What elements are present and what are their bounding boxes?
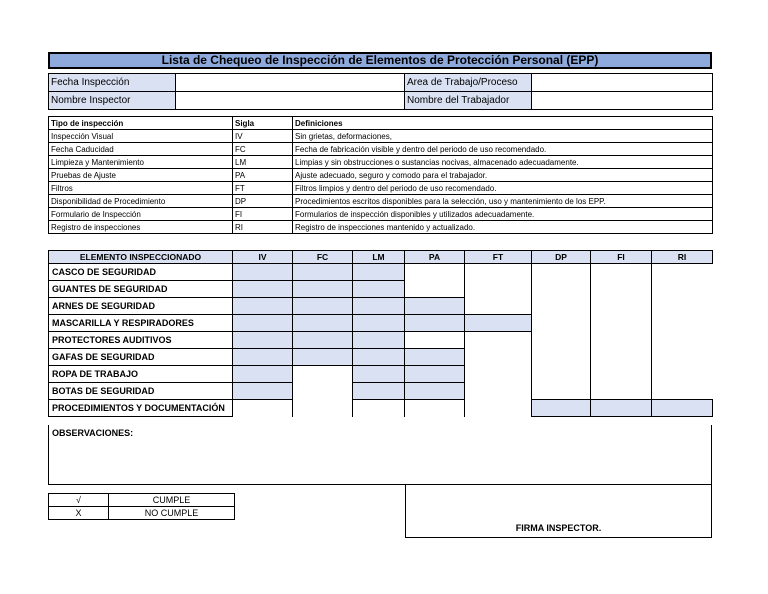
grid-header-ft: FT bbox=[465, 251, 532, 264]
grid-row-label: BOTAS DE SEGURIDAD bbox=[49, 383, 233, 400]
types-table bbox=[48, 116, 713, 234]
grid-header-lm: LM bbox=[353, 251, 405, 264]
firma-box[interactable] bbox=[405, 485, 712, 538]
grid-row-label: ARNES DE SEGURIDAD bbox=[49, 298, 233, 315]
check-cell-lm[interactable] bbox=[353, 315, 405, 332]
check-cell-ft bbox=[465, 366, 532, 383]
check-cell-iv[interactable] bbox=[233, 315, 293, 332]
check-cell-fc bbox=[293, 400, 353, 417]
grid-row-label: ROPA DE TRABAJO bbox=[49, 366, 233, 383]
types-def-cell: Filtros limpios y dentro del periodo de uso recomendado. bbox=[293, 182, 713, 195]
check-cell-pa bbox=[405, 281, 465, 298]
check-cell-dp bbox=[532, 298, 591, 315]
types-row bbox=[49, 143, 713, 156]
check-cell-pa bbox=[405, 332, 465, 349]
grid-row-label: GAFAS DE SEGURIDAD bbox=[49, 349, 233, 366]
check-cell-lm[interactable] bbox=[353, 332, 405, 349]
types-row bbox=[49, 130, 713, 143]
check-cell-lm[interactable] bbox=[353, 264, 405, 281]
check-cell-pa[interactable] bbox=[405, 315, 465, 332]
observaciones-label: OBSERVACIONES: bbox=[52, 428, 134, 438]
check-cell-fi bbox=[591, 264, 652, 281]
check-cell-fc bbox=[293, 366, 353, 383]
legend-no-cumple-symbol: X bbox=[49, 507, 109, 520]
check-cell-pa[interactable] bbox=[405, 366, 465, 383]
check-cell-ri bbox=[652, 332, 713, 349]
header-table bbox=[48, 73, 713, 110]
check-cell-fc[interactable] bbox=[293, 349, 353, 366]
check-cell-iv bbox=[233, 400, 293, 417]
check-cell-ri bbox=[652, 383, 713, 400]
types-def-cell: Fecha de fabricación visible y dentro del periodo de uso recomendado. bbox=[293, 143, 713, 156]
check-cell-ft bbox=[465, 281, 532, 298]
types-sigla-cell: PA bbox=[233, 169, 293, 182]
check-cell-fc[interactable] bbox=[293, 315, 353, 332]
grid-row bbox=[49, 349, 713, 366]
inspection-grid bbox=[48, 250, 713, 417]
grid-row bbox=[49, 281, 713, 298]
inspector-label: Nombre Inspector bbox=[49, 92, 176, 110]
types-tipo-cell: Fecha Caducidad bbox=[49, 143, 233, 156]
check-cell-dp bbox=[532, 315, 591, 332]
firma-label: FIRMA INSPECTOR. bbox=[515, 523, 602, 533]
check-cell-ri bbox=[652, 315, 713, 332]
check-cell-pa bbox=[405, 264, 465, 281]
types-header-tipo: Tipo de inspección bbox=[49, 117, 233, 130]
check-cell-ri bbox=[652, 281, 713, 298]
types-tipo-cell: Inspección Visual bbox=[49, 130, 233, 143]
types-sigla-cell: FI bbox=[233, 208, 293, 221]
check-cell-dp bbox=[532, 264, 591, 281]
check-cell-fc[interactable] bbox=[293, 281, 353, 298]
grid-row bbox=[49, 400, 713, 417]
grid-row-label: PROCEDIMIENTOS Y DOCUMENTACIÓN bbox=[49, 400, 233, 417]
check-cell-dp bbox=[532, 332, 591, 349]
legend-cumple-text: CUMPLE bbox=[109, 494, 235, 507]
grid-row bbox=[49, 298, 713, 315]
page-title: Lista de Chequeo de Inspección de Elementos de Protección Personal (EPP) bbox=[48, 52, 712, 69]
grid-row bbox=[49, 315, 713, 332]
types-def-cell: Procedimientos escritos disponibles para la selección, uso y mantenimiento de los EPP. bbox=[293, 195, 713, 208]
types-tipo-cell: Formulario de Inspección bbox=[49, 208, 233, 221]
check-cell-dp bbox=[532, 366, 591, 383]
check-cell-ri bbox=[652, 366, 713, 383]
check-cell-fc[interactable] bbox=[293, 298, 353, 315]
fecha-field[interactable] bbox=[176, 74, 405, 92]
check-cell-iv[interactable] bbox=[233, 366, 293, 383]
fecha-label: Fecha Inspección bbox=[49, 74, 176, 92]
check-cell-dp bbox=[532, 349, 591, 366]
grid-header-dp: DP bbox=[532, 251, 591, 264]
check-cell-fi bbox=[591, 281, 652, 298]
grid-row bbox=[49, 264, 713, 281]
check-cell-fc bbox=[293, 383, 353, 400]
types-tipo-cell: Limpieza y Mantenimiento bbox=[49, 156, 233, 169]
check-cell-iv[interactable] bbox=[233, 383, 293, 400]
check-cell-pa bbox=[405, 400, 465, 417]
types-tipo-cell: Disponibilidad de Procedimiento bbox=[49, 195, 233, 208]
check-cell-iv[interactable] bbox=[233, 332, 293, 349]
check-cell-fi bbox=[591, 349, 652, 366]
check-cell-ri bbox=[652, 349, 713, 366]
types-row bbox=[49, 208, 713, 221]
trabajador-field[interactable] bbox=[532, 92, 713, 110]
grid-header-fc: FC bbox=[293, 251, 353, 264]
legend-table bbox=[48, 493, 235, 520]
check-cell-iv[interactable] bbox=[233, 281, 293, 298]
area-field[interactable] bbox=[532, 74, 713, 92]
types-def-cell: Sin grietas, deformaciones, bbox=[293, 130, 713, 143]
grid-header-pa: PA bbox=[405, 251, 465, 264]
check-cell-fi[interactable] bbox=[591, 400, 652, 417]
check-cell-ft[interactable] bbox=[465, 315, 532, 332]
grid-row-label: CASCO DE SEGURIDAD bbox=[49, 264, 233, 281]
grid-header-fi: FI bbox=[591, 251, 652, 264]
check-cell-fi bbox=[591, 366, 652, 383]
grid-header-elemento: ELEMENTO INSPECCIONADO bbox=[49, 251, 233, 264]
check-cell-dp bbox=[532, 383, 591, 400]
check-cell-ri[interactable] bbox=[652, 400, 713, 417]
types-row bbox=[49, 169, 713, 182]
check-cell-lm[interactable] bbox=[353, 383, 405, 400]
types-sigla-cell: FC bbox=[233, 143, 293, 156]
check-cell-lm[interactable] bbox=[353, 298, 405, 315]
grid-row bbox=[49, 366, 713, 383]
check-cell-ft bbox=[465, 332, 532, 349]
check-cell-ft bbox=[465, 400, 532, 417]
check-cell-iv[interactable] bbox=[233, 349, 293, 366]
grid-header-iv: IV bbox=[233, 251, 293, 264]
legend-cumple-symbol: √ bbox=[49, 494, 109, 507]
types-def-cell: Limpias y sin obstrucciones o sustancias nocivas, almacenado adecuadamente. bbox=[293, 156, 713, 169]
check-cell-fi bbox=[591, 383, 652, 400]
types-row bbox=[49, 221, 713, 234]
check-cell-fi bbox=[591, 298, 652, 315]
types-sigla-cell: DP bbox=[233, 195, 293, 208]
types-def-cell: Formularios de inspección disponibles y utilizados adecuadamente. bbox=[293, 208, 713, 221]
types-sigla-cell: FT bbox=[233, 182, 293, 195]
check-cell-lm[interactable] bbox=[353, 366, 405, 383]
types-sigla-cell: LM bbox=[233, 156, 293, 169]
check-cell-fc[interactable] bbox=[293, 264, 353, 281]
grid-row bbox=[49, 383, 713, 400]
check-cell-lm[interactable] bbox=[353, 281, 405, 298]
grid-header-ri: RI bbox=[652, 251, 713, 264]
types-header-sigla: Sigla bbox=[233, 117, 293, 130]
types-def-cell: Ajuste adecuado, seguro y comodo para el trabajador. bbox=[293, 169, 713, 182]
check-cell-iv[interactable] bbox=[233, 264, 293, 281]
types-sigla-cell: RI bbox=[233, 221, 293, 234]
check-cell-iv[interactable] bbox=[233, 298, 293, 315]
grid-row-label: MASCARILLA Y RESPIRADORES bbox=[49, 315, 233, 332]
types-sigla-cell: IV bbox=[233, 130, 293, 143]
check-cell-pa[interactable] bbox=[405, 383, 465, 400]
check-cell-fc[interactable] bbox=[293, 332, 353, 349]
check-cell-ri bbox=[652, 298, 713, 315]
check-cell-fi bbox=[591, 315, 652, 332]
check-cell-pa[interactable] bbox=[405, 298, 465, 315]
check-cell-ri bbox=[652, 264, 713, 281]
grid-row-label: PROTECTORES AUDITIVOS bbox=[49, 332, 233, 349]
check-cell-dp bbox=[532, 281, 591, 298]
legend-no-cumple-text: NO CUMPLE bbox=[109, 507, 235, 520]
grid-row-label: GUANTES DE SEGURIDAD bbox=[49, 281, 233, 298]
types-def-cell: Registro de inspecciones mantenido y actualizado. bbox=[293, 221, 713, 234]
check-cell-ft bbox=[465, 264, 532, 281]
check-cell-lm bbox=[353, 400, 405, 417]
check-cell-lm[interactable] bbox=[353, 349, 405, 366]
check-cell-ft bbox=[465, 383, 532, 400]
inspector-field[interactable] bbox=[176, 92, 405, 110]
types-tipo-cell: Registro de inspecciones bbox=[49, 221, 233, 234]
types-tipo-cell: Pruebas de Ajuste bbox=[49, 169, 233, 182]
trabajador-label: Nombre del Trabajador bbox=[405, 92, 532, 110]
check-cell-dp[interactable] bbox=[532, 400, 591, 417]
types-row bbox=[49, 195, 713, 208]
types-tipo-cell: Filtros bbox=[49, 182, 233, 195]
types-row bbox=[49, 182, 713, 195]
grid-row bbox=[49, 332, 713, 349]
types-row bbox=[49, 156, 713, 169]
check-cell-ft bbox=[465, 298, 532, 315]
check-cell-ft bbox=[465, 349, 532, 366]
observaciones-box[interactable] bbox=[48, 425, 712, 485]
types-header-def: Definiciones bbox=[293, 117, 713, 130]
area-label: Area de Trabajo/Proceso bbox=[405, 74, 532, 92]
check-cell-pa[interactable] bbox=[405, 349, 465, 366]
check-cell-fi bbox=[591, 332, 652, 349]
